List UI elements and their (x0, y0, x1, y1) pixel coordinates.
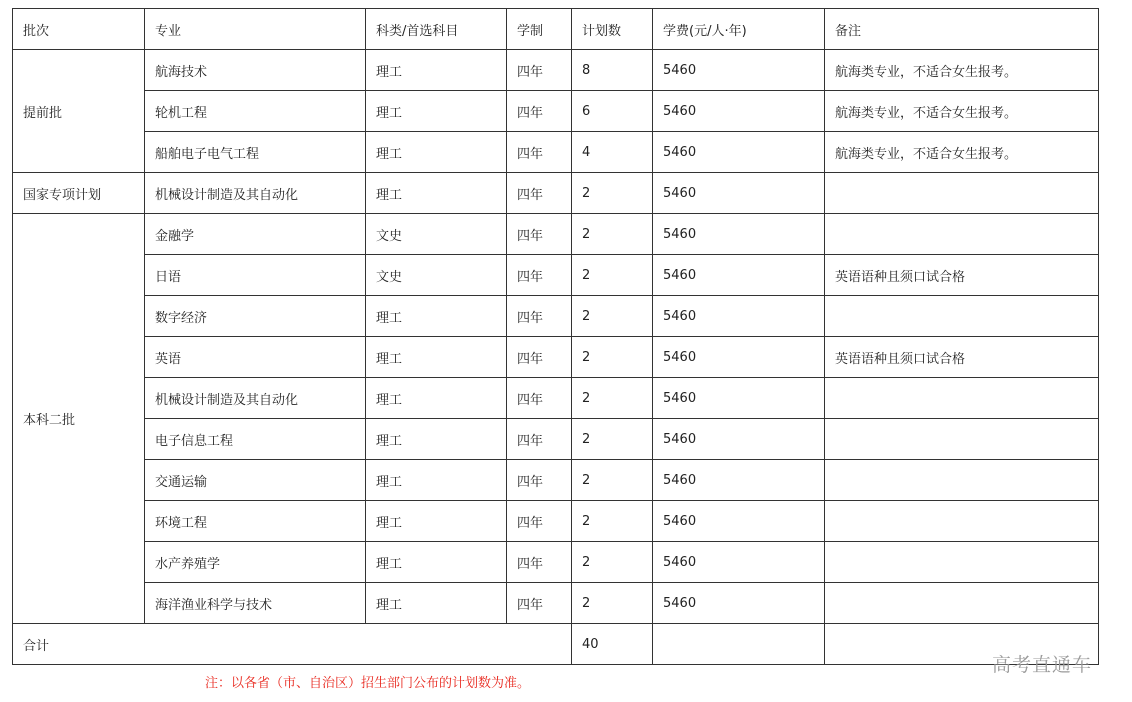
batch-cell-early: 提前批 (13, 50, 145, 173)
tuition-cell: 5460 (653, 460, 825, 501)
major-cell: 机械设计制造及其自动化 (145, 173, 366, 214)
category-cell: 理工 (366, 542, 507, 583)
duration-cell: 四年 (507, 255, 572, 296)
plan-cell: 2 (572, 255, 653, 296)
tuition-cell: 5460 (653, 214, 825, 255)
major-cell: 环境工程 (145, 501, 366, 542)
table-row (13, 378, 1099, 419)
plan-cell: 4 (572, 132, 653, 173)
category-cell: 理工 (366, 419, 507, 460)
plan-cell: 2 (572, 378, 653, 419)
duration-cell: 四年 (507, 91, 572, 132)
category-cell: 理工 (366, 501, 507, 542)
table-row (13, 460, 1099, 501)
category-cell: 理工 (366, 296, 507, 337)
plan-cell: 6 (572, 91, 653, 132)
major-cell: 轮机工程 (145, 91, 366, 132)
duration-cell: 四年 (507, 378, 572, 419)
major-cell: 日语 (145, 255, 366, 296)
remark-cell (825, 583, 1099, 624)
duration-cell: 四年 (507, 419, 572, 460)
tuition-cell: 5460 (653, 132, 825, 173)
duration-cell: 四年 (507, 460, 572, 501)
total-label: 合计 (13, 624, 572, 665)
duration-cell: 四年 (507, 173, 572, 214)
plan-cell: 2 (572, 583, 653, 624)
duration-cell: 四年 (507, 501, 572, 542)
major-cell: 水产养殖学 (145, 542, 366, 583)
major-cell: 船舶电子电气工程 (145, 132, 366, 173)
remark-cell (825, 419, 1099, 460)
tuition-cell: 5460 (653, 296, 825, 337)
category-cell: 理工 (366, 132, 507, 173)
header-duration: 学制 (507, 9, 572, 50)
table-row (13, 419, 1099, 460)
tuition-cell: 5460 (653, 501, 825, 542)
plan-cell: 2 (572, 501, 653, 542)
category-cell: 理工 (366, 337, 507, 378)
category-cell: 理工 (366, 50, 507, 91)
major-cell: 金融学 (145, 214, 366, 255)
table-row (13, 296, 1099, 337)
plan-cell: 2 (572, 214, 653, 255)
category-cell: 理工 (366, 91, 507, 132)
table-row (13, 132, 1099, 173)
duration-cell: 四年 (507, 583, 572, 624)
remark-cell (825, 542, 1099, 583)
table-row (13, 583, 1099, 624)
plan-cell: 8 (572, 50, 653, 91)
header-row (13, 9, 1099, 50)
plan-cell: 2 (572, 460, 653, 501)
table-row (13, 214, 1099, 255)
total-tuition-cell (653, 624, 825, 665)
batch-cell-national: 国家专项计划 (13, 173, 145, 214)
duration-cell: 四年 (507, 50, 572, 91)
plan-cell: 2 (572, 419, 653, 460)
category-cell: 文史 (366, 214, 507, 255)
remark-cell: 航海类专业，不适合女生报考。 (825, 50, 1099, 91)
duration-cell: 四年 (507, 296, 572, 337)
total-plan-cell: 40 (572, 624, 653, 665)
duration-cell: 四年 (507, 542, 572, 583)
header-category: 科类/首选科目 (366, 9, 507, 50)
category-cell: 理工 (366, 378, 507, 419)
plan-cell: 2 (572, 173, 653, 214)
plan-cell: 2 (572, 337, 653, 378)
footnote: 注：以各省（市、自治区）招生部门公布的计划数为准。 (205, 676, 531, 691)
header-major: 专业 (145, 9, 366, 50)
tuition-cell: 5460 (653, 50, 825, 91)
table-row (13, 337, 1099, 378)
table-row (13, 255, 1099, 296)
plan-cell: 2 (572, 542, 653, 583)
category-cell: 文史 (366, 255, 507, 296)
header-plan-count: 计划数 (572, 9, 653, 50)
category-cell: 理工 (366, 583, 507, 624)
table-row (13, 501, 1099, 542)
table-row (13, 542, 1099, 583)
major-cell: 机械设计制造及其自动化 (145, 378, 366, 419)
remark-cell (825, 460, 1099, 501)
major-cell: 英语 (145, 337, 366, 378)
tuition-cell: 5460 (653, 542, 825, 583)
remark-cell (825, 501, 1099, 542)
tuition-cell: 5460 (653, 583, 825, 624)
table-row (13, 50, 1099, 91)
remark-cell: 英语语种且须口试合格 (825, 255, 1099, 296)
duration-cell: 四年 (507, 337, 572, 378)
category-cell: 理工 (366, 460, 507, 501)
header-batch: 批次 (13, 9, 145, 50)
watermark: 高考直通车 (992, 654, 1093, 676)
category-cell: 理工 (366, 173, 507, 214)
remark-cell (825, 296, 1099, 337)
batch-cell-second: 本科二批 (13, 214, 145, 624)
header-remark: 备注 (825, 9, 1099, 50)
table-row (13, 91, 1099, 132)
tuition-cell: 5460 (653, 337, 825, 378)
major-cell: 电子信息工程 (145, 419, 366, 460)
header-tuition: 学费(元/人·年) (653, 9, 825, 50)
major-cell: 交通运输 (145, 460, 366, 501)
remark-cell (825, 173, 1099, 214)
remark-cell: 航海类专业，不适合女生报考。 (825, 132, 1099, 173)
total-row (13, 624, 1099, 665)
remark-cell (825, 378, 1099, 419)
tuition-cell: 5460 (653, 91, 825, 132)
major-cell: 海洋渔业科学与技术 (145, 583, 366, 624)
remark-cell: 英语语种且须口试合格 (825, 337, 1099, 378)
plan-cell: 2 (572, 296, 653, 337)
tuition-cell: 5460 (653, 378, 825, 419)
enrollment-plan-table (12, 8, 1099, 665)
tuition-cell: 5460 (653, 173, 825, 214)
remark-cell: 航海类专业，不适合女生报考。 (825, 91, 1099, 132)
remark-cell (825, 214, 1099, 255)
tuition-cell: 5460 (653, 419, 825, 460)
duration-cell: 四年 (507, 214, 572, 255)
table-row (13, 173, 1099, 214)
major-cell: 数字经济 (145, 296, 366, 337)
tuition-cell: 5460 (653, 255, 825, 296)
duration-cell: 四年 (507, 132, 572, 173)
major-cell: 航海技术 (145, 50, 366, 91)
